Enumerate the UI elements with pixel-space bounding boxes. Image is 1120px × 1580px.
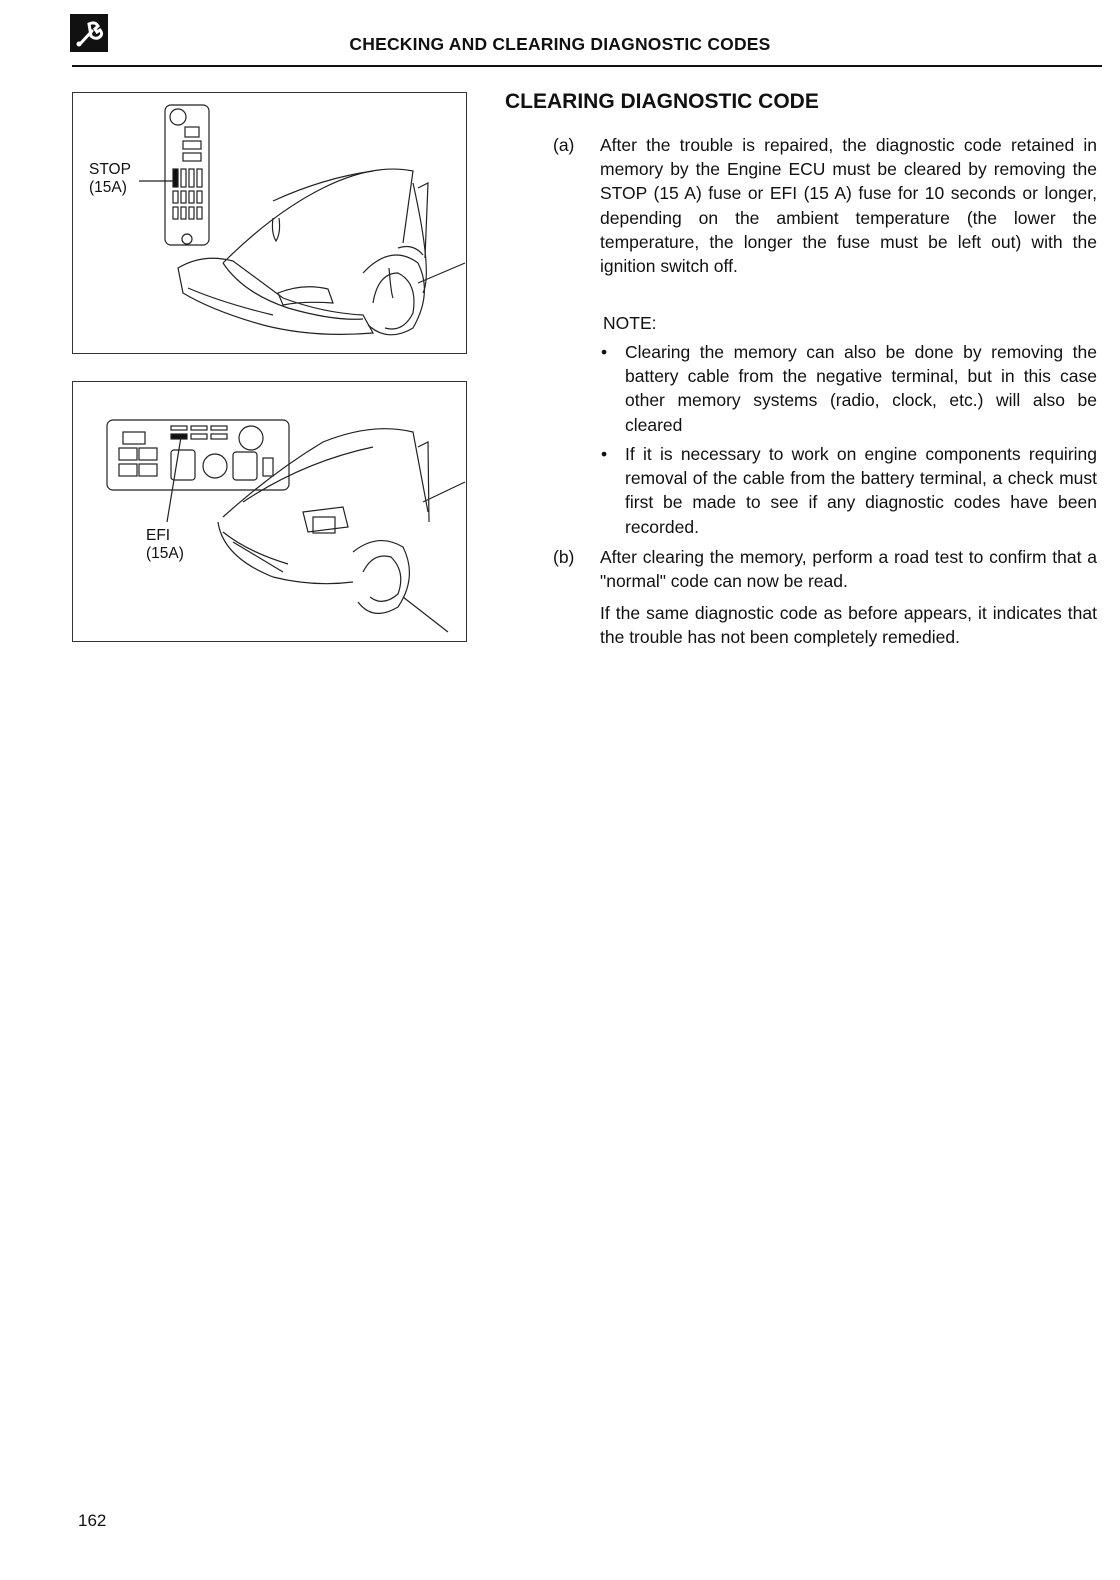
figure-efi-fuse xyxy=(72,381,467,642)
callout-fuse-rating: (15A) xyxy=(89,179,127,196)
page-number: 162 xyxy=(78,1511,107,1530)
note-bullet: • xyxy=(601,342,608,362)
efi-fuse-callout xyxy=(146,527,184,563)
step-b-text: After clearing the memory, perform a road test to confirm that a "normal" code can now be read. xyxy=(600,547,1097,592)
header-divider xyxy=(72,65,1102,67)
callout-fuse-name: STOP xyxy=(89,161,131,178)
section-title: CLEARING DIAGNOSTIC CODE xyxy=(505,90,819,113)
efi-fuse-illustration xyxy=(73,382,466,641)
figure-stop-fuse xyxy=(72,92,467,354)
stop-fuse-illustration xyxy=(73,93,466,353)
callout-fuse-rating: (15A) xyxy=(146,545,184,562)
note-item-1: Clearing the memory can also be done by removing the battery cable from the negative terminal, but in this case other memory systems (radio, clock, etc.) will also be cleared xyxy=(625,342,1097,435)
step-a-label: (a) xyxy=(553,135,575,155)
note-label: NOTE: xyxy=(603,313,657,333)
page-header-title: CHECKING AND CLEARING DIAGNOSTIC CODES xyxy=(349,34,771,54)
step-b-label: (b) xyxy=(553,547,575,567)
stop-fuse-callout xyxy=(89,161,131,197)
note-item-2: If it is necessary to work on engine components requiring removal of the cable from the battery terminal, a check must first be made to see if any diagnostic codes have been recorded. xyxy=(625,444,1097,537)
step-a-text: After the trouble is repaired, the diagnostic code retained in memory by the Engine ECU must be cleared by removing the STOP (15 A) fuse or EFI (15 A) fuse for 10 seconds or longer, depending on the ambient temperature (the lower the temperature, the longer the fuse must be left out) with the ignition switch off. xyxy=(600,135,1097,277)
note-bullet: • xyxy=(601,444,608,464)
step-b-followup-text: If the same diagnostic code as before appears, it indicates that the trouble has not been completely remedied. xyxy=(600,603,1097,648)
callout-fuse-name: EFI xyxy=(146,527,171,544)
